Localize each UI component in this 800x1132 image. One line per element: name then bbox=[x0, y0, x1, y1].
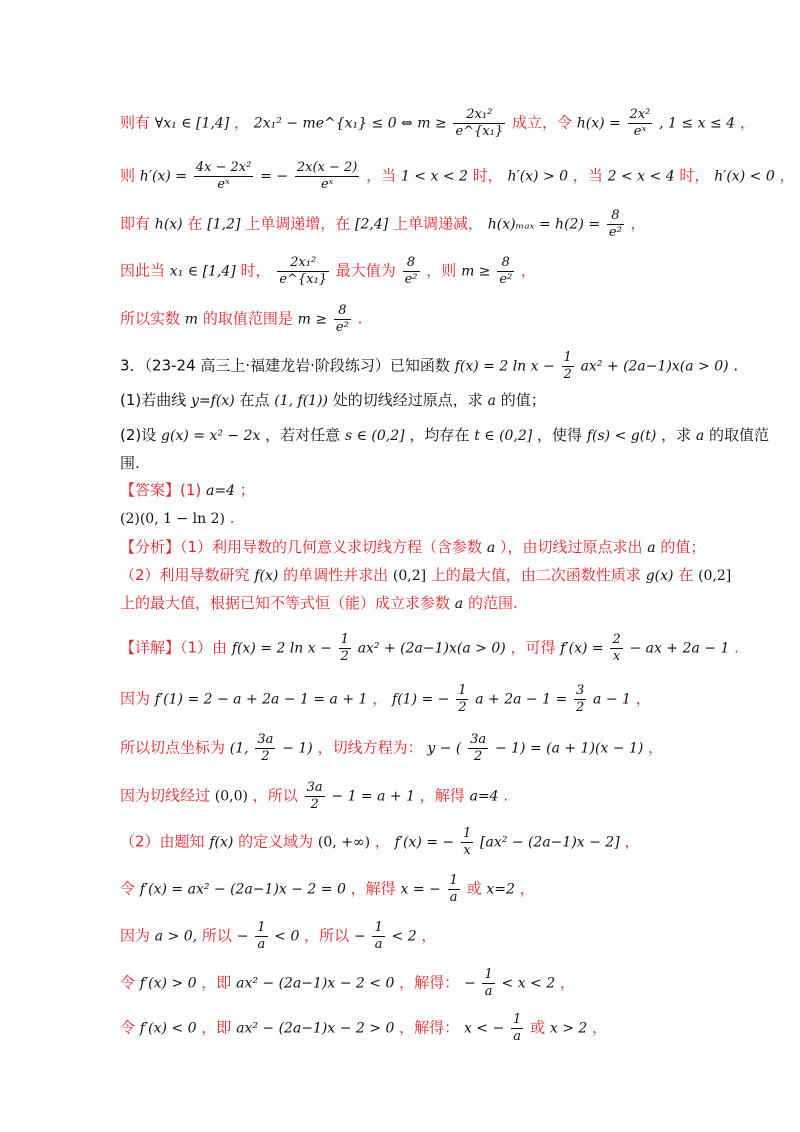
denominator: 2 bbox=[563, 367, 572, 382]
text: ， bbox=[648, 738, 664, 757]
text: 所以 bbox=[201, 926, 232, 945]
numerator: 1 bbox=[563, 350, 572, 365]
math: (0,2] bbox=[698, 568, 732, 584]
math: [ax² − (2a−1)x − 2] bbox=[480, 834, 620, 851]
fraction bbox=[295, 160, 360, 193]
solution-line-6 bbox=[120, 873, 535, 906]
text: ， bbox=[521, 261, 537, 280]
math: 1 < x < 2 bbox=[400, 168, 468, 185]
math: f′(1) = 2 − a + 2a − 1 = a + 1 bbox=[154, 691, 368, 708]
fraction bbox=[403, 255, 420, 288]
math: f′(x) > 0 bbox=[139, 975, 197, 992]
solution-line-2 bbox=[120, 683, 651, 716]
text: 则有 bbox=[120, 113, 151, 132]
math: f(x) bbox=[209, 834, 234, 851]
text: . bbox=[229, 509, 235, 527]
fraction bbox=[194, 160, 254, 193]
math: h′(x) = bbox=[139, 168, 187, 185]
math: < x < 2 bbox=[501, 975, 556, 992]
text: ，解得： bbox=[399, 973, 460, 992]
text: ， bbox=[519, 879, 535, 898]
analysis-line-1 bbox=[120, 537, 705, 558]
solution-line-1 bbox=[120, 632, 739, 665]
text: ，可得 bbox=[510, 638, 556, 657]
text: ， bbox=[739, 113, 755, 132]
denominator: eˣ bbox=[217, 177, 230, 192]
question-3-part-1 bbox=[120, 390, 546, 411]
text: ，所以 bbox=[252, 786, 298, 805]
math: ax² − (2a−1)x − 2 > 0 bbox=[236, 1020, 395, 1037]
numerator: 2x₁² bbox=[277, 255, 329, 272]
math: − ax + 2a − 1 bbox=[629, 640, 730, 657]
text: 因为 bbox=[120, 689, 151, 708]
text: ，求 bbox=[661, 426, 692, 444]
denominator: e² bbox=[404, 272, 418, 287]
math: a > 0, bbox=[154, 928, 198, 945]
numerator: 8 bbox=[497, 255, 514, 272]
text: ， bbox=[630, 214, 646, 233]
numerator: 2x₁² bbox=[453, 107, 505, 124]
text: ， bbox=[624, 832, 640, 851]
math: f′(x) < 0 bbox=[139, 1020, 197, 1037]
text: 因为 bbox=[120, 926, 151, 945]
math: a bbox=[486, 540, 496, 556]
text: 所以切点坐标为 bbox=[120, 738, 226, 757]
math: − 1 = a + 1 bbox=[331, 788, 415, 805]
text: ， bbox=[779, 166, 795, 185]
fraction bbox=[468, 732, 488, 765]
text: 的范围. bbox=[467, 594, 518, 612]
text: ，当 bbox=[366, 166, 397, 185]
math: x=2 bbox=[486, 881, 515, 898]
math: x < − bbox=[463, 1020, 505, 1037]
text: （2）利用导数研究 bbox=[120, 566, 250, 584]
math: h(x)ₘₐₓ = h(2) = bbox=[487, 216, 601, 233]
math: ax² + (2a−1)x(a > 0) bbox=[580, 358, 729, 375]
math: f(x) bbox=[254, 568, 279, 584]
math: a bbox=[695, 428, 705, 444]
math: g(x) bbox=[645, 568, 674, 584]
math: (0,2] bbox=[392, 568, 427, 584]
solution-line-3 bbox=[120, 732, 663, 765]
text: ，解得 bbox=[350, 879, 396, 898]
text: 的取值范 bbox=[709, 426, 770, 444]
text: 在 bbox=[187, 214, 203, 233]
text: 令 bbox=[120, 1018, 136, 1037]
math: a − 1 bbox=[593, 691, 631, 708]
text: ，解得： bbox=[399, 1018, 460, 1037]
fraction bbox=[607, 208, 624, 241]
math: f(s) < g(t) bbox=[586, 428, 657, 444]
analysis-line-3 bbox=[120, 593, 518, 614]
math: m ≥ bbox=[297, 311, 328, 328]
numerator: 8 bbox=[403, 255, 420, 272]
solution-line-8 bbox=[120, 967, 575, 1000]
text: ， bbox=[234, 113, 250, 132]
math: m bbox=[184, 311, 199, 328]
fraction bbox=[461, 826, 473, 859]
question-3-part-2 bbox=[120, 425, 769, 446]
answer-line-2 bbox=[120, 508, 235, 529]
denominator: a bbox=[257, 937, 266, 952]
fraction bbox=[497, 255, 514, 288]
fraction bbox=[339, 632, 351, 665]
text: ，则 bbox=[426, 261, 457, 280]
text: 3．（23-24 高三上·福建龙岩·阶段练习）已知函数 bbox=[120, 356, 450, 375]
denominator: e² bbox=[335, 320, 349, 335]
fraction bbox=[334, 303, 351, 336]
math: ax² + (2a−1)x(a > 0) bbox=[357, 640, 506, 657]
numerator: 3a bbox=[306, 780, 323, 795]
math: t ∈ (0,2] bbox=[474, 428, 533, 444]
text: ，使得 bbox=[537, 426, 583, 444]
math: = − bbox=[260, 168, 289, 185]
line-p1 bbox=[120, 107, 755, 140]
text: 上的最大值，由二次函数性质求 bbox=[430, 566, 641, 584]
math: a=4 bbox=[469, 788, 499, 805]
solution-line-9 bbox=[120, 1012, 607, 1045]
fraction bbox=[511, 1012, 523, 1045]
math: f′(x) = bbox=[560, 640, 604, 657]
question-3-stem bbox=[120, 350, 738, 383]
math: h′(x) > 0 bbox=[507, 168, 569, 185]
numerator: 1 bbox=[257, 920, 266, 935]
math: − 1) = (a + 1)(x − 1) bbox=[494, 740, 644, 757]
text: . bbox=[733, 356, 739, 375]
math: x = − bbox=[400, 881, 441, 898]
math: f(x) = 2 ln x − bbox=[231, 640, 332, 657]
text: 即有 bbox=[120, 214, 151, 233]
text: ， bbox=[635, 689, 651, 708]
text: 围. bbox=[120, 454, 140, 472]
text: ， bbox=[592, 1018, 608, 1037]
math: [2,4] bbox=[355, 216, 389, 233]
text: 上的最大值，根据已知不等式恒（能）成立求参数 bbox=[120, 594, 451, 612]
denominator: 2 bbox=[474, 749, 483, 764]
denominator: x bbox=[612, 649, 621, 664]
numerator: 1 bbox=[458, 683, 467, 698]
denominator: 2 bbox=[340, 649, 349, 664]
numerator: 2x(x − 2) bbox=[296, 160, 358, 175]
math: , 1 ≤ x ≤ 4 bbox=[659, 115, 736, 132]
math: < 2 bbox=[391, 928, 417, 945]
text: 因此当 bbox=[120, 261, 166, 280]
math: − bbox=[353, 928, 366, 945]
numerator: 3 bbox=[575, 683, 585, 698]
math: a=4 bbox=[206, 483, 236, 499]
math: h′(x) < 0 bbox=[714, 168, 775, 185]
text: 上单调递减， bbox=[392, 214, 483, 233]
math: f′(x) = − bbox=[394, 834, 455, 851]
text: 的取值范围是 bbox=[202, 309, 293, 328]
numerator: 1 bbox=[484, 967, 493, 982]
fraction bbox=[277, 255, 329, 288]
text: ，当 bbox=[572, 166, 603, 185]
denominator: e² bbox=[499, 272, 513, 287]
math: a bbox=[487, 393, 496, 409]
text: ，即 bbox=[201, 973, 232, 992]
math: m ≥ bbox=[461, 263, 491, 280]
text: 因为切线经过 bbox=[120, 786, 211, 805]
math: 2 < x < 4 bbox=[607, 168, 675, 185]
numerator: 2x² bbox=[629, 107, 651, 122]
denominator: eˣ bbox=[320, 177, 334, 192]
denominator: a bbox=[449, 890, 458, 905]
text: 的值； bbox=[500, 391, 546, 409]
numerator: 1 bbox=[462, 826, 472, 841]
text: ，均存在 bbox=[409, 426, 470, 444]
text: (1)若曲线 bbox=[120, 391, 187, 409]
line-p4 bbox=[120, 255, 536, 288]
math: y=f(x) bbox=[191, 393, 235, 409]
numerator: 3a bbox=[470, 732, 487, 747]
text: ），由切线过原点求出 bbox=[499, 538, 643, 556]
question-3-part-2-cont bbox=[120, 453, 140, 473]
text: ， bbox=[421, 926, 437, 945]
text: （2）由题知 bbox=[120, 832, 205, 851]
text: 成立，令 bbox=[511, 113, 572, 132]
math: x₁ ∈ [1,4] bbox=[169, 263, 236, 280]
text: 【分析】（1）利用导数的几何意义求切线方程（含参数 bbox=[120, 538, 483, 556]
text: 的定义域为 bbox=[238, 832, 314, 851]
math: − 1) bbox=[282, 740, 313, 757]
text: 的值； bbox=[660, 538, 706, 556]
math: ax² − (2a−1)x − 2 < 0 bbox=[236, 975, 395, 992]
fraction bbox=[574, 683, 586, 716]
text: 最大值为 bbox=[335, 261, 396, 280]
numerator: 1 bbox=[374, 920, 383, 935]
text: . bbox=[357, 309, 363, 328]
denominator: 2 bbox=[458, 700, 467, 715]
text: ，即 bbox=[201, 1018, 232, 1037]
math: y − ( bbox=[427, 740, 462, 757]
text: 令 bbox=[120, 973, 136, 992]
solution-line-4 bbox=[120, 780, 508, 813]
numerator: 2 bbox=[612, 632, 621, 647]
denominator: e^{x₁} bbox=[455, 124, 504, 139]
numerator: 1 bbox=[449, 873, 458, 888]
denominator: eˣ bbox=[633, 124, 647, 139]
fraction bbox=[305, 780, 325, 813]
text: 或 bbox=[530, 1018, 546, 1037]
fraction bbox=[372, 920, 384, 953]
text: 时， bbox=[472, 166, 503, 185]
math: (1, bbox=[229, 740, 249, 757]
text: ，若对任意 bbox=[265, 426, 341, 444]
text: 上单调递增，在 bbox=[245, 214, 351, 233]
text: ， bbox=[374, 832, 390, 851]
denominator: 2 bbox=[261, 749, 270, 764]
answer-label: 【答案】(1) bbox=[120, 481, 202, 499]
math: (1, f(1)) bbox=[274, 393, 328, 409]
denominator: x bbox=[463, 843, 471, 858]
math: ∀x₁ ∈ [1,4] bbox=[154, 115, 230, 132]
math: < 0 bbox=[274, 928, 300, 945]
text: 在点 bbox=[239, 391, 270, 409]
math: f(1) = − bbox=[392, 691, 450, 708]
text: 【详解】（1）由 bbox=[120, 638, 228, 657]
text: ，切线方程为： bbox=[317, 738, 423, 757]
fraction bbox=[453, 107, 505, 140]
math: (0,0) bbox=[214, 788, 248, 805]
numerator: 8 bbox=[607, 208, 624, 225]
text: ， bbox=[559, 973, 575, 992]
fraction bbox=[482, 967, 494, 1000]
math: − bbox=[236, 928, 249, 945]
math: [1,2] bbox=[207, 216, 241, 233]
solution-line-5 bbox=[120, 826, 639, 859]
text: ； bbox=[239, 481, 255, 499]
answer-line-1 bbox=[120, 480, 255, 501]
math: h(x) = bbox=[576, 115, 621, 132]
text: 处的切线经过原点，求 bbox=[332, 391, 483, 409]
line-p2 bbox=[120, 160, 795, 193]
denominator: 2 bbox=[575, 700, 585, 715]
fraction bbox=[628, 107, 653, 140]
numerator: 3a bbox=[257, 732, 274, 747]
text: (2)设 bbox=[120, 426, 157, 444]
solution-line-7 bbox=[120, 920, 436, 953]
math: (2)(0, 1 − ln 2) bbox=[120, 511, 225, 527]
text: 时， bbox=[240, 261, 271, 280]
math: s ∈ (0,2] bbox=[344, 428, 405, 444]
denominator: e^{x₁} bbox=[279, 272, 328, 287]
denominator: 2 bbox=[310, 797, 319, 812]
text: 在 bbox=[678, 566, 694, 584]
math: a bbox=[647, 540, 656, 556]
numerator: 4x − 2x² bbox=[195, 160, 252, 175]
analysis-line-2 bbox=[120, 565, 731, 586]
denominator: e² bbox=[608, 225, 622, 240]
fraction bbox=[448, 873, 460, 906]
math: a + 2a − 1 = bbox=[475, 691, 568, 708]
math: h(x) bbox=[154, 216, 183, 233]
fraction bbox=[562, 350, 574, 383]
text: 的单调性并求出 bbox=[283, 566, 389, 584]
denominator: a bbox=[374, 937, 383, 952]
text: ，所以 bbox=[304, 926, 350, 945]
math: (0, +∞) bbox=[317, 834, 371, 851]
numerator: 1 bbox=[513, 1012, 522, 1027]
math: a bbox=[454, 596, 464, 612]
text: . bbox=[734, 638, 739, 657]
text: 所以实数 bbox=[120, 309, 181, 328]
text: 令 bbox=[120, 879, 136, 898]
math: f(x) = 2 ln x − bbox=[454, 358, 555, 375]
math: g(x) = x² − 2x bbox=[161, 428, 261, 444]
fraction bbox=[456, 683, 468, 716]
text: 时， bbox=[679, 166, 710, 185]
fraction bbox=[610, 632, 622, 665]
math: − bbox=[463, 975, 476, 992]
text: 则 bbox=[120, 166, 136, 185]
text: ，解得 bbox=[419, 786, 465, 805]
numerator: 1 bbox=[340, 632, 349, 647]
line-p5 bbox=[120, 303, 362, 336]
text: . bbox=[503, 786, 509, 805]
fraction bbox=[255, 920, 267, 953]
math: f′(x) = ax² − (2a−1)x − 2 = 0 bbox=[139, 881, 346, 898]
math: 2x₁² − me^{x₁} ≤ 0 ⇔ m ≥ bbox=[253, 115, 447, 132]
fraction bbox=[255, 732, 275, 765]
math: x > 2 bbox=[549, 1020, 588, 1037]
text: 或 bbox=[466, 879, 482, 898]
denominator: a bbox=[513, 1029, 522, 1044]
text: ， bbox=[372, 689, 388, 708]
denominator: a bbox=[484, 984, 493, 999]
line-p3 bbox=[120, 208, 646, 241]
numerator: 8 bbox=[334, 303, 351, 320]
